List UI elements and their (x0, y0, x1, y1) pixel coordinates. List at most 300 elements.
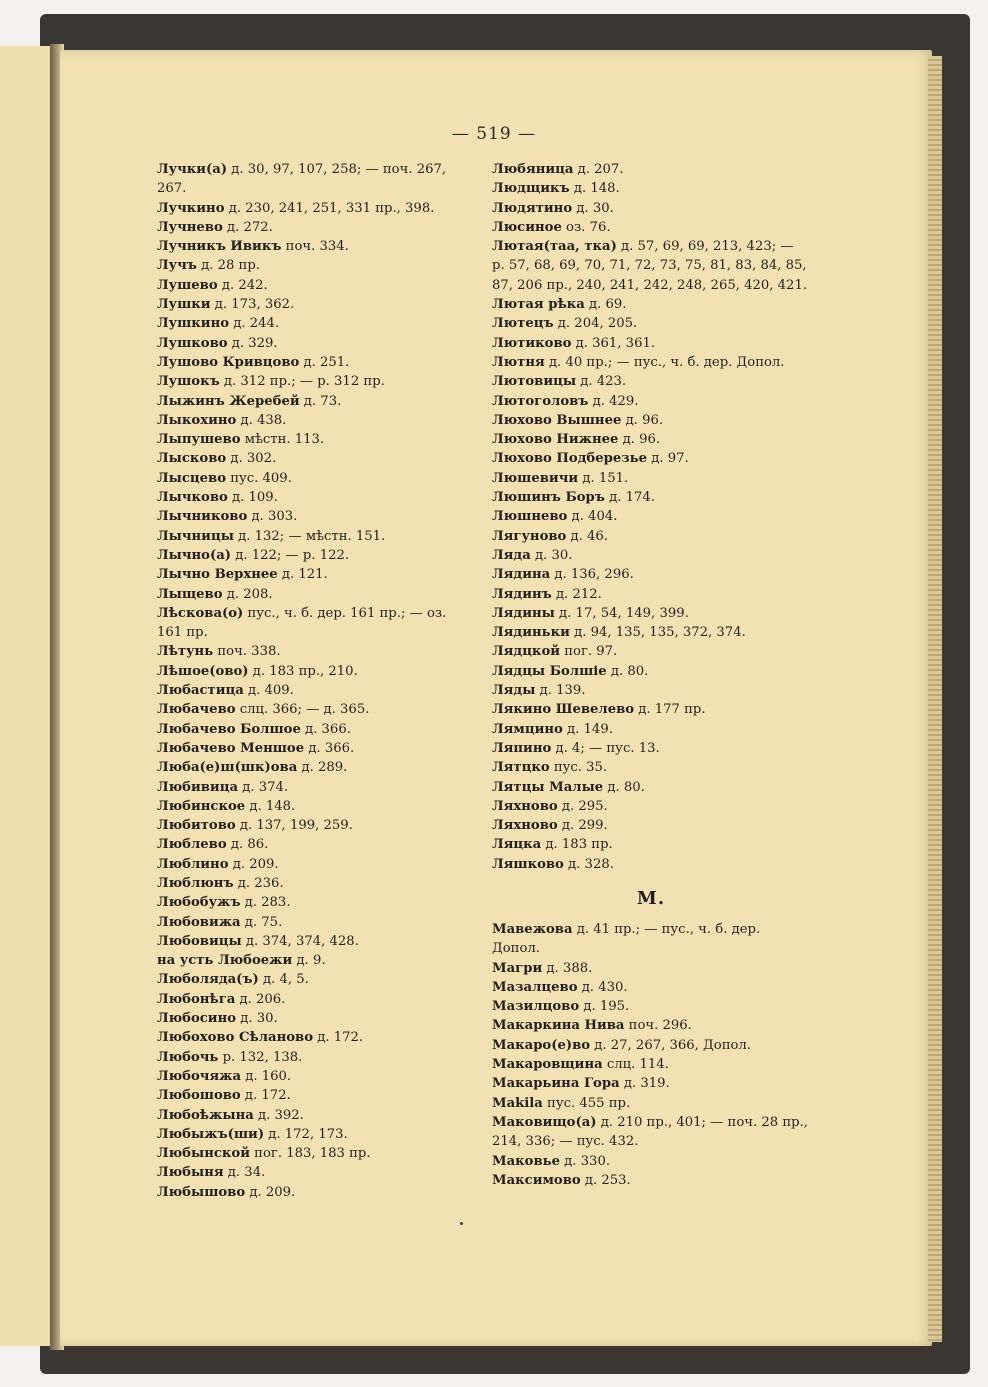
entry-term: Лыжинъ Жеребей (157, 393, 300, 409)
index-entry (492, 720, 810, 739)
entry-reference: д. 75. (240, 914, 283, 930)
index-entry (492, 449, 810, 468)
index-entry (157, 1144, 475, 1163)
index-entry (492, 920, 810, 959)
entry-term: Лычно Верхнее (157, 567, 278, 583)
entry-reference: д. 404. (567, 509, 618, 525)
index-entry (492, 835, 810, 854)
entry-reference: д. 46. (566, 528, 609, 544)
index-entry (492, 488, 810, 507)
index-entry (492, 681, 810, 700)
entry-reference: д. 174. (604, 490, 655, 506)
index-entry (157, 1067, 475, 1086)
index-entry (157, 816, 475, 835)
section-letter-heading: М. (636, 887, 666, 909)
entry-reference: д. 17, 54, 149, 399. (554, 605, 689, 621)
index-entry (157, 970, 475, 989)
entry-reference: д. 303. (247, 509, 298, 525)
entry-reference: слц. 366; — д. 365. (235, 702, 370, 718)
entry-reference: д. 210 пр., 401; — поч. 28 пр., 214, 336; — пус. 432. (492, 1114, 808, 1150)
entry-reference: д. 177 пр. (634, 702, 706, 718)
index-entry (157, 1086, 475, 1105)
entry-term: Люблюнъ (157, 875, 234, 891)
page-number: — 519 — (451, 124, 537, 144)
index-entry (157, 642, 475, 661)
entry-reference: д. 27, 267, 366, Допол. (590, 1037, 751, 1053)
index-entry (157, 411, 475, 430)
entry-term: Любачево (157, 702, 236, 718)
index-entry (157, 951, 475, 970)
entry-reference: д. 136, 296. (550, 567, 634, 583)
index-entry (157, 893, 475, 912)
entry-term: Любачево Меншое (157, 740, 305, 756)
entry-reference: поч. 334. (281, 239, 349, 255)
entry-reference: д. 392. (253, 1107, 304, 1123)
index-entry (157, 855, 475, 874)
entry-term: Лютоголовъ (492, 393, 589, 409)
entry-term: Лушково (157, 335, 228, 351)
entry-term: Любовижа (157, 914, 241, 930)
entry-term: Лушево (157, 277, 218, 293)
index-entry (157, 990, 475, 1009)
entry-reference: д. 230, 241, 251, 331 пр., 398. (224, 200, 435, 216)
entry-term: Лучнево (157, 219, 223, 235)
entry-reference: д. 388. (542, 960, 593, 976)
index-entry (492, 758, 810, 777)
index-entry (492, 778, 810, 797)
entry-term: Лятцы Малые (492, 779, 604, 795)
entry-term: Любовицы (157, 933, 242, 949)
entry-term: Лушокъ (157, 374, 220, 390)
index-entry (157, 1125, 475, 1144)
print-speck (460, 1222, 463, 1225)
entry-term: Лыщево (157, 586, 223, 602)
entry-reference: д. 374, 374, 428. (241, 933, 359, 949)
entry-term: Мазилцово (492, 999, 580, 1015)
entry-term: Любинское (157, 798, 246, 814)
entry-term: Любышово (157, 1184, 246, 1200)
index-entry (492, 997, 810, 1016)
entry-reference: д. 236. (233, 875, 284, 891)
entry-reference: д. 121. (277, 567, 328, 583)
entry-reference: д. 312 пр.; — р. 312 пр. (219, 374, 385, 390)
index-entry (157, 507, 475, 526)
entry-term: Лягуново (492, 528, 567, 544)
index-entry (492, 739, 810, 758)
entry-reference: д. 30, 97, 107, 258; — поч. 267, 267. (157, 162, 447, 197)
entry-term: Люблино (157, 856, 229, 872)
entry-term: Ляхново (492, 818, 558, 834)
entry-reference: д. 73. (299, 393, 342, 409)
index-entry (492, 959, 810, 978)
entry-reference: пус. 409. (226, 470, 292, 486)
entry-reference: д. 69. (584, 297, 627, 313)
index-entry (492, 978, 810, 997)
entry-reference: д. 40 пр.; — пус., ч. б. дер. Допол. (544, 354, 785, 370)
entry-term: Лыкохино (157, 412, 237, 428)
entry-reference: д. 195. (579, 999, 630, 1015)
entry-term: Люхово Вышнее (492, 412, 622, 428)
index-entry (492, 700, 810, 719)
index-entry (157, 430, 475, 449)
entry-term: Лушкино (157, 316, 230, 332)
entry-term: Лучникъ Ивикъ (157, 239, 282, 255)
index-entry (157, 1048, 475, 1067)
index-entry (157, 160, 475, 199)
entry-term: Макаро(е)во (492, 1037, 591, 1053)
entry-reference: д. 409. (243, 683, 294, 699)
entry-reference: р. 132, 138. (218, 1049, 303, 1065)
entry-term: Ляды (492, 683, 536, 699)
entry-reference: д. 94, 135, 135, 372, 374. (569, 625, 746, 641)
entry-term: Лятцко (492, 760, 550, 776)
entry-reference: д. 374. (238, 779, 289, 795)
entry-term: Лушки (157, 297, 211, 313)
index-entry (157, 469, 475, 488)
entry-reference: д. 4, 5. (258, 972, 309, 988)
entry-term: Люба(е)ш(шк)ова (157, 760, 298, 776)
index-entry (492, 855, 810, 874)
index-entry (492, 797, 810, 816)
entry-reference: д. 430. (577, 979, 628, 995)
entry-reference: д. 212. (551, 586, 602, 602)
entry-term: Людятино (492, 200, 573, 216)
entry-term: Любоѣжына (157, 1107, 254, 1123)
entry-term: Лямцино (492, 721, 563, 737)
entry-reference: д. 9. (292, 953, 326, 969)
entry-reference: д. 41 пр.; — пус., ч. б. дер. Допол. (492, 921, 761, 957)
entry-term: Любяница (492, 162, 574, 177)
entry-reference: д. 28 пр. (196, 258, 260, 274)
index-entry (492, 295, 810, 314)
index-entry (157, 835, 475, 854)
entry-term: Лычниково (157, 509, 248, 525)
entry-reference: д. 283. (240, 895, 291, 911)
entry-reference: д. 366. (300, 721, 351, 737)
entry-term: Любочь (157, 1049, 219, 1065)
entry-term: Любохово Сѣланово (157, 1030, 314, 1046)
index-entry (157, 874, 475, 893)
entry-reference: д. 96. (618, 432, 661, 448)
entry-reference: д. 438. (236, 412, 287, 428)
index-entry (157, 449, 475, 468)
entry-reference: д. 330. (559, 1153, 611, 1169)
entry-term: Любитово (157, 818, 236, 834)
entry-term: Лядцы Болшіе (492, 663, 607, 679)
entry-term: Любивица (157, 779, 238, 795)
entry-term: Лядина (492, 567, 551, 583)
index-entry (492, 353, 810, 372)
entry-term: Люшевичи (492, 470, 579, 486)
entry-reference: пус. 455 пр. (542, 1095, 631, 1111)
entry-reference: д. 172. (240, 1088, 291, 1104)
index-entry (157, 488, 475, 507)
entry-reference: д. 423. (576, 374, 627, 390)
entry-reference: д. 122; — р. 122. (231, 547, 350, 563)
entry-reference: д. 366. (304, 740, 355, 756)
index-entry (492, 1094, 810, 1113)
entry-reference: д. 299. (557, 818, 608, 834)
index-entry (157, 778, 475, 797)
entry-reference: пог. 183, 183 пр. (249, 1146, 371, 1162)
entry-reference: д. 295. (557, 798, 608, 814)
entry-reference: оз. 76. (561, 219, 611, 235)
page-stack-edge (928, 56, 942, 1342)
entry-reference: д. 329. (227, 335, 278, 351)
index-entry (157, 199, 475, 218)
entry-term: Любастица (157, 683, 244, 699)
entry-reference: д. 319. (619, 1076, 670, 1092)
entry-term: Лѣскова(о) (157, 605, 244, 621)
index-entry (492, 1113, 810, 1152)
entry-term: Любосино (157, 1011, 237, 1027)
index-entry (157, 1028, 475, 1047)
index-entry (157, 585, 475, 604)
left-page-edge (0, 46, 56, 1346)
index-entry (157, 565, 475, 584)
entry-reference: мѣстн. 113. (240, 432, 325, 448)
index-entry (157, 372, 475, 391)
index-entry (492, 1074, 810, 1093)
entry-reference: д. 137, 199, 259. (235, 818, 353, 834)
entry-reference: д. 172, 173. (264, 1126, 348, 1142)
entry-reference: д. 30. (530, 547, 573, 563)
index-entry (492, 469, 810, 488)
entry-term: Лычницы (157, 528, 234, 544)
entry-reference: д. 183 пр. (541, 837, 613, 853)
entry-reference: д. 30. (236, 1011, 278, 1027)
entry-term: Любочяжа (157, 1068, 242, 1084)
entry-term: на усть Любоежи (157, 953, 293, 969)
entry-reference: д. 172. (313, 1030, 364, 1046)
entry-term: Лучки(а) (157, 162, 228, 177)
index-entry (157, 276, 475, 295)
entry-term: Лютая(таа, тка) (492, 239, 617, 255)
index-entry (492, 199, 810, 218)
entry-term: Мавежова (492, 921, 573, 937)
entry-reference: поч. 296. (624, 1018, 692, 1034)
entry-reference: д. 289. (297, 760, 348, 776)
index-entry (492, 430, 810, 449)
index-entry (157, 1106, 475, 1125)
entry-reference: д. 109. (227, 490, 278, 506)
index-entry (157, 681, 475, 700)
entry-reference: д. 209. (245, 1184, 296, 1200)
index-column-left (157, 160, 475, 1202)
entry-reference: д. 148. (245, 798, 296, 814)
entry-reference: д. 132; — мѣстн. 151. (233, 528, 386, 544)
entry-reference: поч. 338. (213, 644, 281, 660)
entry-term: Максимово (492, 1172, 581, 1188)
entry-term: Люхово Нижнее (492, 432, 619, 448)
entry-term: Лысково (157, 451, 227, 467)
entry-reference: д. 328. (563, 856, 614, 872)
index-entry (492, 237, 810, 295)
entry-term: Лѣтунь (157, 644, 214, 660)
entry-term: Лютня (492, 354, 545, 370)
index-entry (492, 642, 810, 661)
index-entry (492, 392, 810, 411)
index-entry (157, 1009, 475, 1028)
entry-reference: д. 206. (235, 991, 286, 1007)
entry-term: Ляшково (492, 856, 564, 872)
index-entry (492, 1016, 810, 1035)
entry-reference: д. 429. (588, 393, 639, 409)
entry-term: Люблево (157, 837, 227, 853)
index-entry (157, 314, 475, 333)
entry-term: Ляда (492, 547, 531, 563)
entry-term: Люхово Подберезье (492, 451, 647, 467)
entry-term: Макаровщина (492, 1057, 603, 1073)
index-entry (492, 1055, 810, 1074)
index-entry (157, 758, 475, 777)
entry-term: Лютая рѣка (492, 297, 585, 313)
index-entry (157, 797, 475, 816)
entry-term: Лютецъ (492, 316, 554, 332)
entry-term: Лучъ (157, 258, 197, 274)
entry-reference: д. 148. (569, 181, 620, 197)
index-entry (492, 1152, 810, 1171)
entry-reference: д. 160. (241, 1068, 292, 1084)
entry-reference: слц. 114. (602, 1057, 669, 1073)
index-entry (157, 662, 475, 681)
entry-term: Любошово (157, 1088, 241, 1104)
index-entry (157, 237, 475, 256)
entry-term: Люболяда(ъ) (157, 972, 259, 988)
index-entry (492, 411, 810, 430)
entry-term: Люшнево (492, 509, 568, 525)
entry-reference: д. 151. (578, 470, 629, 486)
entry-term: Любыня (157, 1165, 224, 1181)
entry-reference: пус. 35. (549, 760, 608, 776)
index-entry (157, 295, 475, 314)
entry-reference: д. 149. (562, 721, 613, 737)
entry-term: Люсиное (492, 219, 562, 235)
index-entry (157, 932, 475, 951)
entry-reference: д. 80. (606, 663, 649, 679)
entry-term: Лычково (157, 490, 228, 506)
index-entry (157, 527, 475, 546)
index-entry (157, 256, 475, 275)
entry-term: Макарьина Гора (492, 1076, 620, 1092)
index-entry (157, 218, 475, 237)
index-entry (157, 739, 475, 758)
entry-reference: д. 253. (580, 1172, 631, 1188)
entry-term: Лысцево (157, 470, 227, 486)
index-entry (492, 1171, 810, 1190)
entry-term: Ляпино (492, 740, 552, 756)
index-entry (157, 700, 475, 719)
entry-term: Маковищо(а) (492, 1114, 597, 1130)
entry-term: Лядины (492, 605, 555, 621)
index-entry (492, 585, 810, 604)
entry-term: Лякино Шевелево (492, 702, 635, 718)
entry-term: Лыпушево (157, 432, 241, 448)
index-entry (492, 623, 810, 642)
entry-term: Любачево Болшое (157, 721, 301, 737)
entry-reference: д. 96. (621, 412, 664, 428)
entry-term: Любобужъ (157, 895, 241, 911)
index-entry (157, 1163, 475, 1182)
entry-reference: д. 34. (223, 1165, 266, 1181)
entry-reference: пог. 97. (560, 644, 618, 660)
index-entry (492, 160, 810, 179)
index-entry (492, 662, 810, 681)
index-entry (157, 604, 475, 643)
entry-term: Любынской (157, 1146, 250, 1162)
index-entry (157, 334, 475, 353)
entry-reference: д. 302. (226, 451, 277, 467)
entry-term: Лядинъ (492, 586, 552, 602)
entry-reference: д. 4; — пус. 13. (551, 740, 660, 756)
index-entry (492, 314, 810, 333)
index-entry (157, 913, 475, 932)
entry-term: Людщикъ (492, 181, 570, 197)
entry-term: Любонѣга (157, 991, 236, 1007)
index-column-right (492, 160, 810, 1190)
entry-term: Маковье (492, 1153, 560, 1169)
entry-reference: д. 244. (229, 316, 280, 332)
entry-term: Лютовицы (492, 374, 577, 390)
index-entry (157, 720, 475, 739)
index-entry (492, 218, 810, 237)
index-entry (157, 353, 475, 372)
entry-reference: д. 97. (647, 451, 689, 467)
entry-reference: д. 251. (299, 354, 350, 370)
entry-reference: пус., ч. б. дер. 161 пр.; — оз. 161 пр. (157, 605, 447, 641)
entry-term: Магри (492, 960, 543, 976)
entry-reference: д. 209. (228, 856, 279, 872)
index-entry (157, 1183, 475, 1202)
index-entry (492, 565, 810, 584)
entry-reference: д. 208. (222, 586, 273, 602)
entry-term: Лушово Кривцово (157, 354, 300, 370)
entry-reference: д. 242. (217, 277, 268, 293)
entry-term: Лучкино (157, 200, 225, 216)
entry-term: Мазалцево (492, 979, 578, 995)
index-entry (157, 546, 475, 565)
entry-reference: д. 183 пр., 210. (248, 663, 358, 679)
entry-term: Makila (492, 1095, 543, 1111)
index-entry (492, 546, 810, 565)
index-entry (492, 1036, 810, 1055)
entry-reference: д. 173, 362. (210, 297, 295, 313)
entry-term: Лѣшое(ово) (157, 663, 249, 679)
entry-reference: д. 204, 205. (553, 316, 638, 332)
entry-term: Лычно(а) (157, 547, 232, 563)
entry-term: Ляхново (492, 798, 558, 814)
index-entry (492, 604, 810, 623)
entry-reference: д. 80. (603, 779, 645, 795)
index-entry (492, 334, 810, 353)
entry-term: Люшинъ Боръ (492, 490, 605, 506)
index-entry (157, 392, 475, 411)
index-entry (492, 372, 810, 391)
entry-term: Лютиково (492, 335, 572, 351)
entry-term: Лядцкой (492, 644, 561, 660)
entry-term: Макаркина Нива (492, 1018, 625, 1034)
entry-reference: д. 272. (222, 219, 273, 235)
entry-term: Любыжъ(ши) (157, 1126, 265, 1142)
index-entry (492, 527, 810, 546)
index-entry (492, 179, 810, 198)
entry-reference: д. 30. (572, 200, 614, 216)
index-entry (492, 507, 810, 526)
entry-term: Ляцка (492, 837, 542, 853)
index-entry (492, 816, 810, 835)
entry-term: Лядиньки (492, 625, 570, 641)
entry-reference: д. 57, 69, 69, 213, 423; — р. 57, 68, 69, 70, 71, 72, 73, 75, 81, 83, 84, 85, 87, 206 пр., 240, 241, 242, 248, 265, 420, 421. (492, 239, 808, 293)
